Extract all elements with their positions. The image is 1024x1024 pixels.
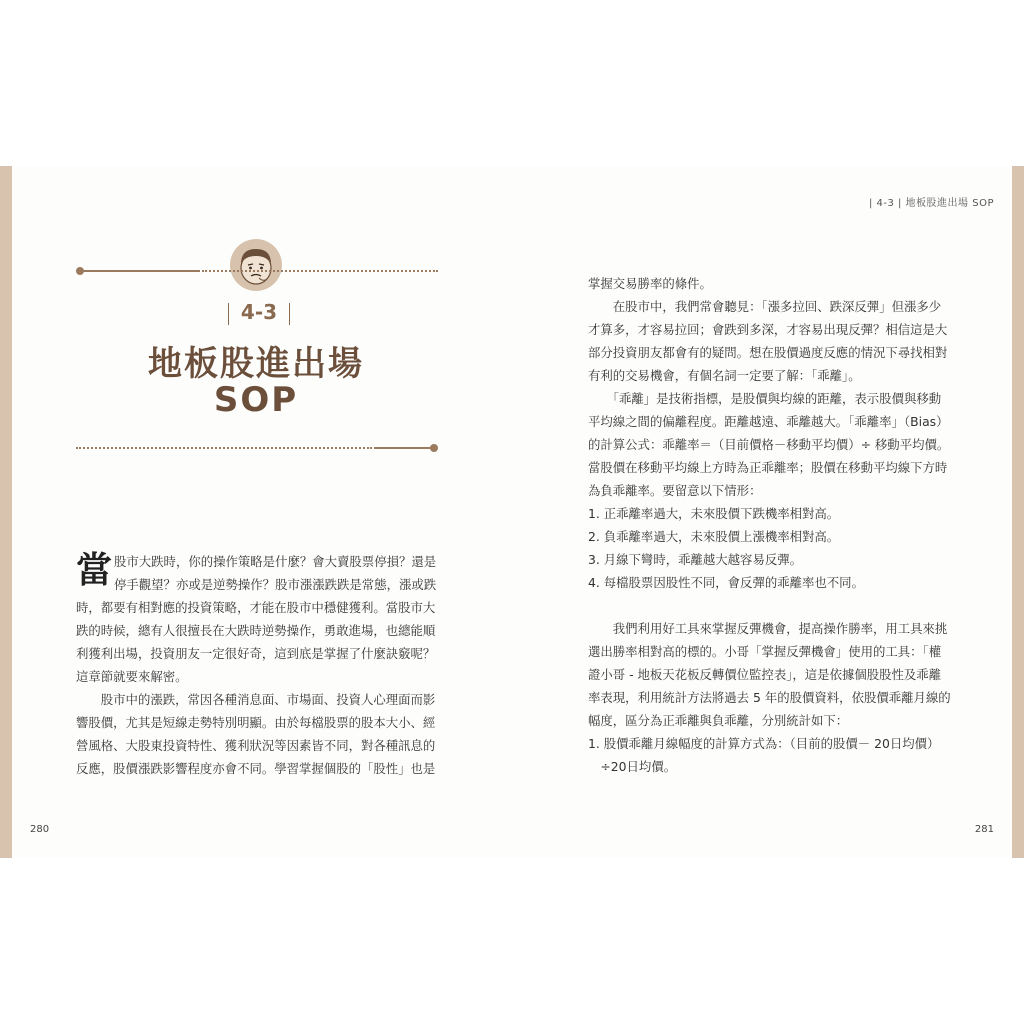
chapter-number-text: 4-3 xyxy=(240,300,278,324)
page-number-left: 280 xyxy=(30,824,50,835)
text-line: 我們利用好工具來掌握反彈機會，提高操作勝率，用工具來挑 xyxy=(588,621,948,636)
text-line: 為負乖離率。要留意以下情形： xyxy=(588,483,762,498)
text-line: 響股價，尤其是短線走勢特別明顯。由於每檔股票的股本大小、經 xyxy=(76,715,436,730)
chapter-bar-left xyxy=(228,303,229,325)
mascot-face-icon xyxy=(229,238,283,292)
text-line: 選出勝率相對高的標的。小哥「掌握反彈機會」使用的工具：「權 xyxy=(588,644,942,659)
list-item: 3. 月線下彎時，乖離越大越容易反彈。 xyxy=(588,552,803,567)
text-line: 「乖離」是技術指標，是股價與均線的距離，表示股價與移動 xyxy=(588,391,942,406)
text-line: 在股市中，我們常會聽見：「漲多拉回、跌深反彈」但漲多少 xyxy=(588,299,942,314)
text-line: 平均線之間的偏離程度。距離越遠、乖離越大。「乖離率」（Bias） xyxy=(588,414,949,429)
rule-line xyxy=(374,447,434,449)
rule-line xyxy=(80,270,200,272)
text-line: 幅度，區分為正乖離與負乖離，分別統計如下： xyxy=(588,713,849,728)
text-line: 才算多，才容易拉回；會跌到多深，才容易出現反彈？相信這是大 xyxy=(588,322,948,337)
rule-dot xyxy=(430,444,438,452)
chapter-bar-right xyxy=(289,303,290,325)
text-line: 率表現，利用統計方法將過去 5 年的股價資料，依股價乖離月線的 xyxy=(588,690,951,705)
text-line: 證小哥 - 地板天花板反轉價位監控表」，這是依據個股股性及乖離 xyxy=(588,667,942,682)
text-line: 跌的時候，總有人很擅長在大跌時逆勢操作，勇敢進場，也總能順 xyxy=(76,623,436,638)
text-line: 股市大跌時，你的操作策略是什麼？會大賣股票停損？還是 xyxy=(114,554,437,569)
right-page-edge xyxy=(1012,166,1024,858)
text-line: 當股價在移動平均線上方時為正乖離率；股價在移動平均線下方時 xyxy=(588,460,948,475)
page-number-right: 281 xyxy=(974,824,994,835)
left-main-block xyxy=(76,596,435,780)
left-page-edge xyxy=(0,166,12,858)
list-item: ÷20日均價。 xyxy=(588,759,677,774)
text-line: 時，都要有相對應的投資策略，才能在股市中穩健獲利。當股市大 xyxy=(76,600,436,615)
left-intro-block xyxy=(114,550,436,596)
running-head: | 4-3 | 地板股進出場 SOP xyxy=(868,198,994,209)
text-line: 的計算公式：乖離率＝（目前價格－移動平均價）÷ 移動平均價。 xyxy=(588,437,950,452)
text-line: 反應，股價漲跌影響程度亦會不同。學習掌握個股的「股性」也是 xyxy=(76,761,436,776)
top-rule xyxy=(76,267,438,275)
list-item: 2. 負乖離率過大，未來股價上漲機率相對高。 xyxy=(588,529,840,544)
text-line: 利獲利出場，投資朋友一定很好奇，這到底是掌握了什麼訣竅呢？ xyxy=(76,646,436,661)
right-page-body xyxy=(588,272,951,778)
list-item: 1. 股價乖離月線幅度的計算方式為：（目前的股價－ 20日均價） xyxy=(588,736,940,751)
chapter-number xyxy=(228,300,290,324)
bottom-rule xyxy=(76,444,438,452)
text-line: 有利的交易機會，有個名詞一定要了解：「乖離」。 xyxy=(588,368,861,383)
blank-line xyxy=(588,594,951,617)
drop-cap: 當 xyxy=(76,550,113,591)
chapter-title-line2: SOP xyxy=(213,380,299,420)
text-line: 停手觀望？亦或是逆勢操作？股市漲漲跌跌是常態，漲或跌 xyxy=(114,577,437,592)
text-line: 部分投資朋友都會有的疑問。想在股價過度反應的情況下尋找相對 xyxy=(588,345,948,360)
chapter-title-line1: 地板股進出場 xyxy=(148,344,364,384)
rule-dots xyxy=(76,447,372,449)
list-item: 1. 正乖離率過大，未來股價下跌機率相對高。 xyxy=(588,506,840,521)
rule-dots xyxy=(202,270,438,272)
text-line: 營風格、大股東投資特性、獲利狀況等因素皆不同，對各種訊息的 xyxy=(76,738,436,753)
text-line: 掌握交易勝率的條件。 xyxy=(588,276,712,291)
text-line: 這章節就要來解密。 xyxy=(76,669,188,684)
text-line: 股市中的漲跌，常因各種消息面、市場面、投資人心理面而影 xyxy=(76,692,436,707)
list-item: 4. 每檔股票因股性不同，會反彈的乖離率也不同。 xyxy=(588,575,864,590)
